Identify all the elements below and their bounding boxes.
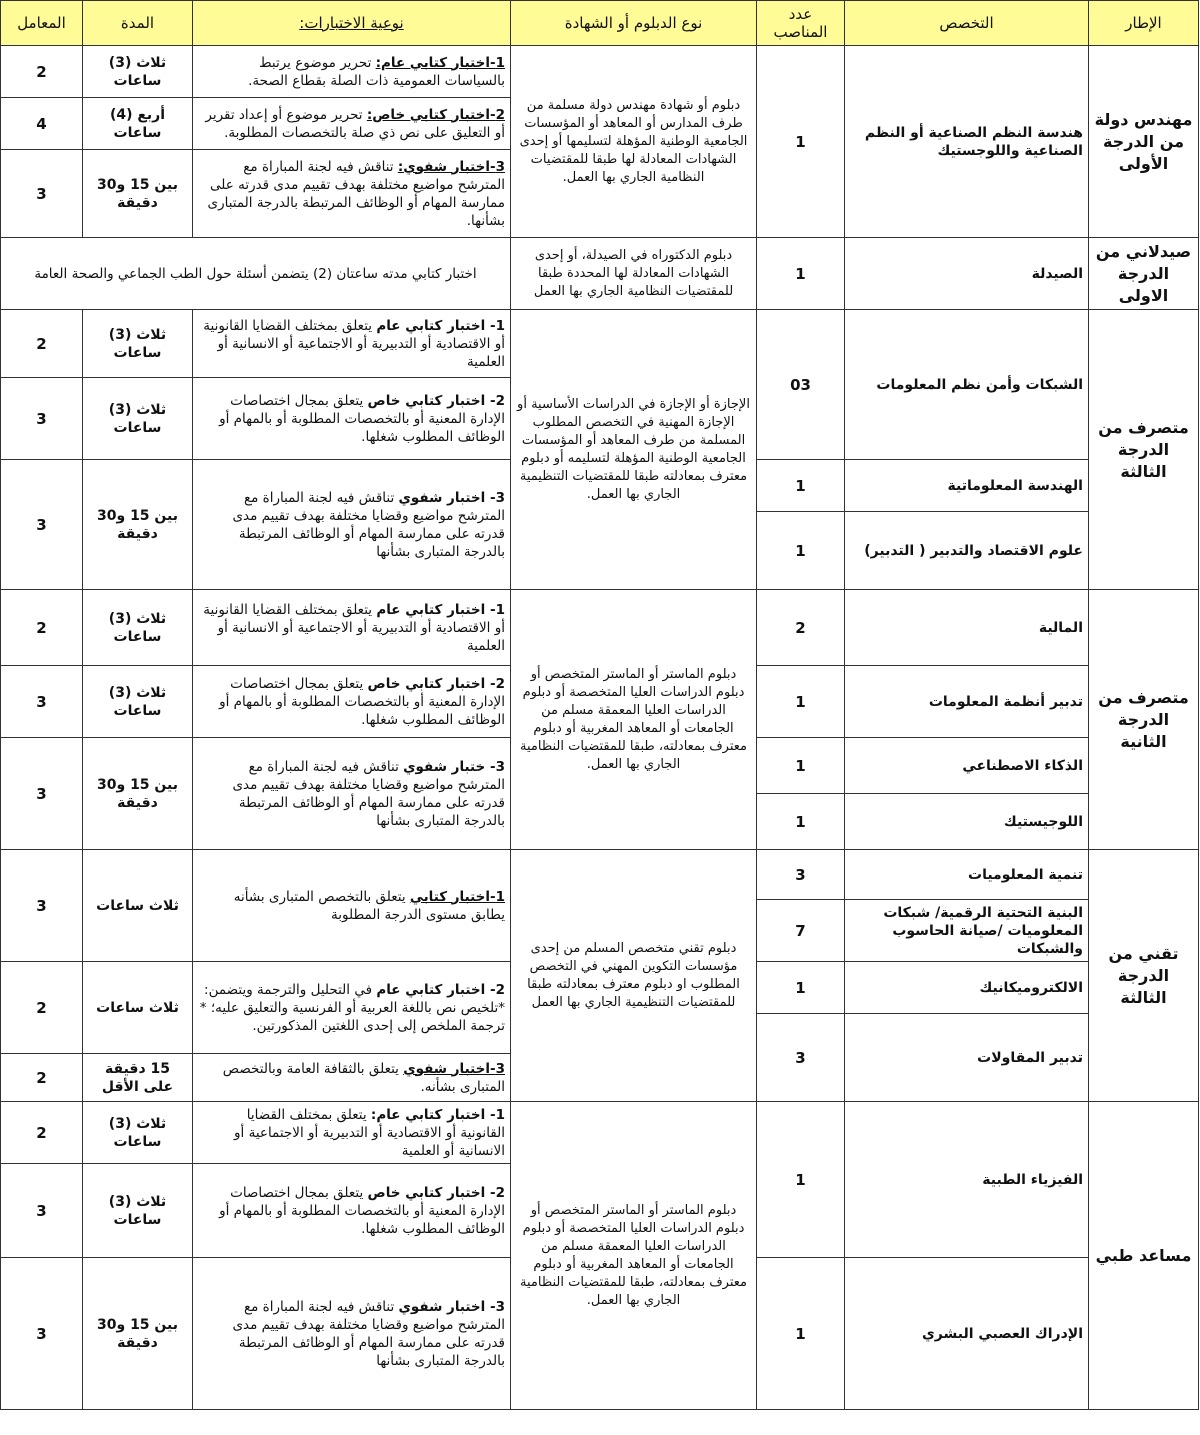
positions-cell: 1 [757,238,845,310]
specialty-cell: الإدراك العصبي البشري [845,1258,1089,1410]
coefficient-cell: 3 [1,460,83,590]
coefficient-cell: 2 [1,46,83,98]
table-row [1,1102,1199,1164]
exam-text: يتعلق بالثقافة العامة وبالتخصص المتبارى بشأنه. [222,1060,505,1095]
coefficient-cell: 2 [1,962,83,1054]
exam-text: يتعلق بمختلف القضايا القانونية أو الاقتصادية أو التدبيرية أو الاجتماعية أو الانسانية أو العلمية [234,1106,505,1159]
duration-cell: ثلاث ساعات [83,962,193,1054]
specialty-cell: المالية [845,590,1089,666]
coefficient-cell: 3 [1,150,83,238]
duration-cell: ثلاث (3) ساعات [83,310,193,378]
positions-cell: 1 [757,46,845,238]
positions-cell: 1 [757,738,845,794]
positions-cell: 1 [757,512,845,590]
duration-cell: ثلاث (3) ساعات [83,378,193,460]
specialty-cell: تدبير أنظمة المعلومات [845,666,1089,738]
coefficient-cell: 2 [1,310,83,378]
exam-title: 2- اختبار كتابي عام [376,981,505,998]
exam-cell [193,738,511,850]
table-row [1,46,1199,98]
diploma-cell: دبلوم الماستر أو الماستر المتخصص أو دبلوم الدراسات العليا المتخصصة أو دبلوم الدراسات العليا المعمقة مسلم من الجامعات أو المعاهد المغربية أو دبلوم معترف بمعادلته، طبقا للمقتضيات النظامية الجاري بها العمل. [511,590,757,850]
exam-title: 2- اختبار كتابي خاص [367,392,505,409]
header-row [1,1,1199,46]
exam-text: تحرير موضوع أو إعداد تقرير أو التعليق على نص ذي صلة بالتخصصات المطلوبة. [205,106,505,141]
frame-cell: مساعد طبي [1089,1102,1199,1410]
duration-cell: ثلاث (3) ساعات [83,1164,193,1258]
specialty-cell: تنمية المعلوميات [845,850,1089,900]
exam-text: تناقش فيه لجنة المباراة مع المترشح مواضيع وقضايا مختلفة بهدف تقييم مدى قدرته على ممارسة المهام أو الوظائف المرتبطة بالدرجة المتبارى بشأنها [232,758,505,829]
header-diploma: نوع الدبلوم أو الشهادة [511,1,757,46]
diploma-cell: دبلوم تقني متخصص المسلم من إحدى مؤسسات التكوين المهني في التخصص المطلوب او دبلوم معترف بمعادلته طبقا للمقتضيات التنظيمية الجاري بها العمل [511,850,757,1102]
frame-cell: متصرف من الدرجة الثانية [1089,590,1199,850]
specialty-cell: الفيزياء الطبية [845,1102,1089,1258]
diploma-cell: دبلوم الدكتوراه في الصيدلة، أو إحدى الشهادات المعادلة لها المحددة طبقا للمقتضيات النظامية الجاري بها العمل [511,238,757,310]
diploma-cell: دبلوم الماستر أو الماستر المتخصص أو دبلوم الدراسات العليا المتخصصة أو دبلوم الدراسات العليا المعمقة مسلم من الجامعات أو المعاهد المغربية أو دبلوم معترف بمعادلته، طبقا للمقتضيات النظامية الجاري بها العمل. [511,1102,757,1410]
table-row [1,238,1199,310]
table-row [1,310,1199,378]
exam-text: يتعلق بالتخصص المتبارى بشأنه يطابق مستوى الدرجة المطلوبة [233,888,505,923]
specialty-cell: الهندسة المعلوماتية [845,460,1089,512]
specialty-cell: الالكتروميكانيك [845,962,1089,1014]
exam-title: 3- اختبار شفوي [398,489,505,506]
exam-text: تحرير موضوع يرتبط بالسياسات العمومية ذات الصلة بقطاع الصحة. [248,54,505,89]
positions-cell: 1 [757,666,845,738]
table-row [1,850,1199,900]
exam-title: 1-اختبار كتابي [409,888,505,905]
duration-cell: ثلاث (3) ساعات [83,666,193,738]
exam-cell [193,1164,511,1258]
diploma-cell: دبلوم أو شهادة مهندس دولة مسلمة من طرف المدارس أو المعاهد أو المؤسسات الجامعية الوطنية المؤهلة لتسليمها أو إحدى الشهادات المعادلة لها طبقا للمقتضيات النظامية الجاري بها العمل. [511,46,757,238]
exam-cell [193,666,511,738]
exam-text: يتعلق بمجال اختصاصات الإدارة المعنية أو بالتخصصات المطلوبة أو بالمهام أو الوظائف المطلوب شغلها. [219,392,505,445]
exam-title: 1- اختبار كتابي عام [376,317,505,334]
positions-cell: 3 [757,850,845,900]
coefficient-cell: 3 [1,1258,83,1410]
coefficient-cell: 3 [1,378,83,460]
positions-cell: 2 [757,590,845,666]
coefficient-cell: 3 [1,738,83,850]
specialty-cell: علوم الاقتصاد والتدبير ( التدبير) [845,512,1089,590]
specialty-cell: الشبكات وأمن نظم المعلومات [845,310,1089,460]
header-coefficient: المعامل [1,1,83,46]
exam-title: 1-اختبار كتابي عام: [375,54,505,71]
header-frame: الإطار [1089,1,1199,46]
exam-text: يتعلق بمجال اختصاصات الإدارة المعنية أو بالتخصصات المطلوبة أو بالمهام أو الوظائف المطلوب شغلها. [219,1184,505,1237]
header-specialty: التخصص [845,1,1089,46]
frame-cell: متصرف من الدرجة الثالثة [1089,310,1199,590]
exam-cell [193,850,511,962]
frame-cell: تقني من الدرجة الثالثة [1089,850,1199,1102]
exam-cell [193,460,511,590]
duration-cell: ثلاث (3) ساعات [83,590,193,666]
exam-text: يتعلق بمجال اختصاصات الإدارة المعنية أو بالتخصصات المطلوبة أو بالمهام أو الوظائف المطلوب شغلها. [219,675,505,728]
exam-text: في التحليل والترجمة ويتضمن: *تلخيص نص باللغة العربية أو الفرنسية والتعليق عليه؛ * ترجمة الملخص إلى إحدى اللغتين المذكورتين. [199,981,505,1034]
exam-title: 2- اختبار كتابي خاص [367,1184,505,1201]
coefficient-cell: 4 [1,98,83,150]
specialty-cell: الذكاء الاصطناعي [845,738,1089,794]
positions-cell: 1 [757,962,845,1014]
duration-cell: بين 15 و30 دقيقة [83,738,193,850]
positions-cell: 1 [757,1258,845,1410]
coefficient-cell: 3 [1,850,83,962]
exam-title: 1- اختبار كتابي عام: [370,1106,505,1123]
coefficient-cell: 3 [1,666,83,738]
positions-cell: 03 [757,310,845,460]
exam-cell [193,962,511,1054]
duration-cell: بين 15 و30 دقيقة [83,150,193,238]
specialty-cell: هندسة النظم الصناعية أو النظم الصناعية واللوجستيك [845,46,1089,238]
duration-cell: ثلاث (3) ساعات [83,46,193,98]
exam-title: 1- اختبار كتابي عام [376,601,505,618]
coefficient-cell: 2 [1,590,83,666]
header-duration: المدة [83,1,193,46]
exam-title: 3- اختبار شفوي [398,1298,505,1315]
positions-cell: 1 [757,460,845,512]
exam-cell [193,1102,511,1164]
exam-cell [193,1054,511,1102]
exam-cell [193,150,511,238]
exam-title: 2-اختبار كتابي خاص: [366,106,505,123]
duration-cell: 15 دقيقة على الأقل [83,1054,193,1102]
diploma-cell: الإجازة أو الإجازة في الدراسات الأساسية أو الإجازة المهنية في التخصص المطلوب المسلمة من طرف المعاهد أو المؤسسات الجامعية الوطنية المؤهلة لتسليمه أو دبلوم معترف بمعادلته طبقا للمقتضيات التنظيمية الجاري بها العمل. [511,310,757,590]
exam-text: يتعلق بمختلف القضايا القانونية أو الاقتصادية أو التدبيرية أو الاجتماعية أو الانسانية أو العلمية [203,317,505,370]
specialty-cell: الصيدلة [845,238,1089,310]
exam-title: 2- اختبار كتابي خاص [367,675,505,692]
exam-text: تناقش فيه لجنة المباراة مع المترشح مواضيع وقضايا مختلفة بهدف تقييم مدى قدرته على ممارسة المهام أو الوظائف المرتبطة بالدرجة المتبارى بشأنها [232,489,505,560]
exam-text: تناقش فيه لجنة المباراة مع المترشح مواضيع مختلفة بهدف تقييم مدى قدرته على ممارسة المهام أو الوظائف المرتبطة بالدرجة المتبارى بشأنها. [207,158,505,229]
exam-title: 3-اختبار شفوي [403,1060,505,1077]
exam-text: يتعلق بمختلف القضايا القانونية أو الاقتصادية أو التدبيرية أو الاجتماعية أو الانسانية أو العلمية [203,601,505,654]
duration-cell: ثلاث ساعات [83,850,193,962]
specialty-cell: البنية التحتية الرقمية/ شبكات المعلوميات /صيانة الحاسوب والشبكات [845,900,1089,962]
positions-cell: 1 [757,1102,845,1258]
duration-cell: ثلاث (3) ساعات [83,1102,193,1164]
exam-cell [193,378,511,460]
duration-cell: بين 15 و30 دقيقة [83,460,193,590]
coefficient-cell: 2 [1,1102,83,1164]
duration-cell: بين 15 و30 دقيقة [83,1258,193,1410]
positions-cell: 1 [757,794,845,850]
exam-title: 3-اختبار شفوي: [397,158,505,175]
frame-cell: صيدلاني من الدرجة الاولى [1089,238,1199,310]
exam-cell: اختبار كتابي مدته ساعتان (2) يتضمن أسئلة حول الطب الجماعي والصحة العامة [1,238,511,310]
table-row [1,590,1199,666]
exam-title: 3- ختبار شفوي [403,758,505,775]
duration-cell: أربع (4) ساعات [83,98,193,150]
coefficient-cell: 2 [1,1054,83,1102]
specialty-cell: تدبير المقاولات [845,1014,1089,1102]
exam-cell [193,46,511,98]
exam-cell [193,310,511,378]
specialty-cell: اللوجيستيك [845,794,1089,850]
header-positions: عدد المناصب [757,1,845,46]
frame-cell: مهندس دولة من الدرجة الأولى [1089,46,1199,238]
exam-text: تناقش فيه لجنة المباراة مع المترشح مواضيع وقضايا مختلفة بهدف تقييم مدى قدرته على ممارسة المهام أو الوظائف المرتبطة بالدرجة المتبارى بشأنها [232,1298,505,1369]
exam-cell [193,590,511,666]
header-exams: نوعية الاختبارات: [193,1,511,46]
coefficient-cell: 3 [1,1164,83,1258]
exam-cell [193,98,511,150]
exam-cell [193,1258,511,1410]
positions-cell: 7 [757,900,845,962]
positions-cell: 3 [757,1014,845,1102]
